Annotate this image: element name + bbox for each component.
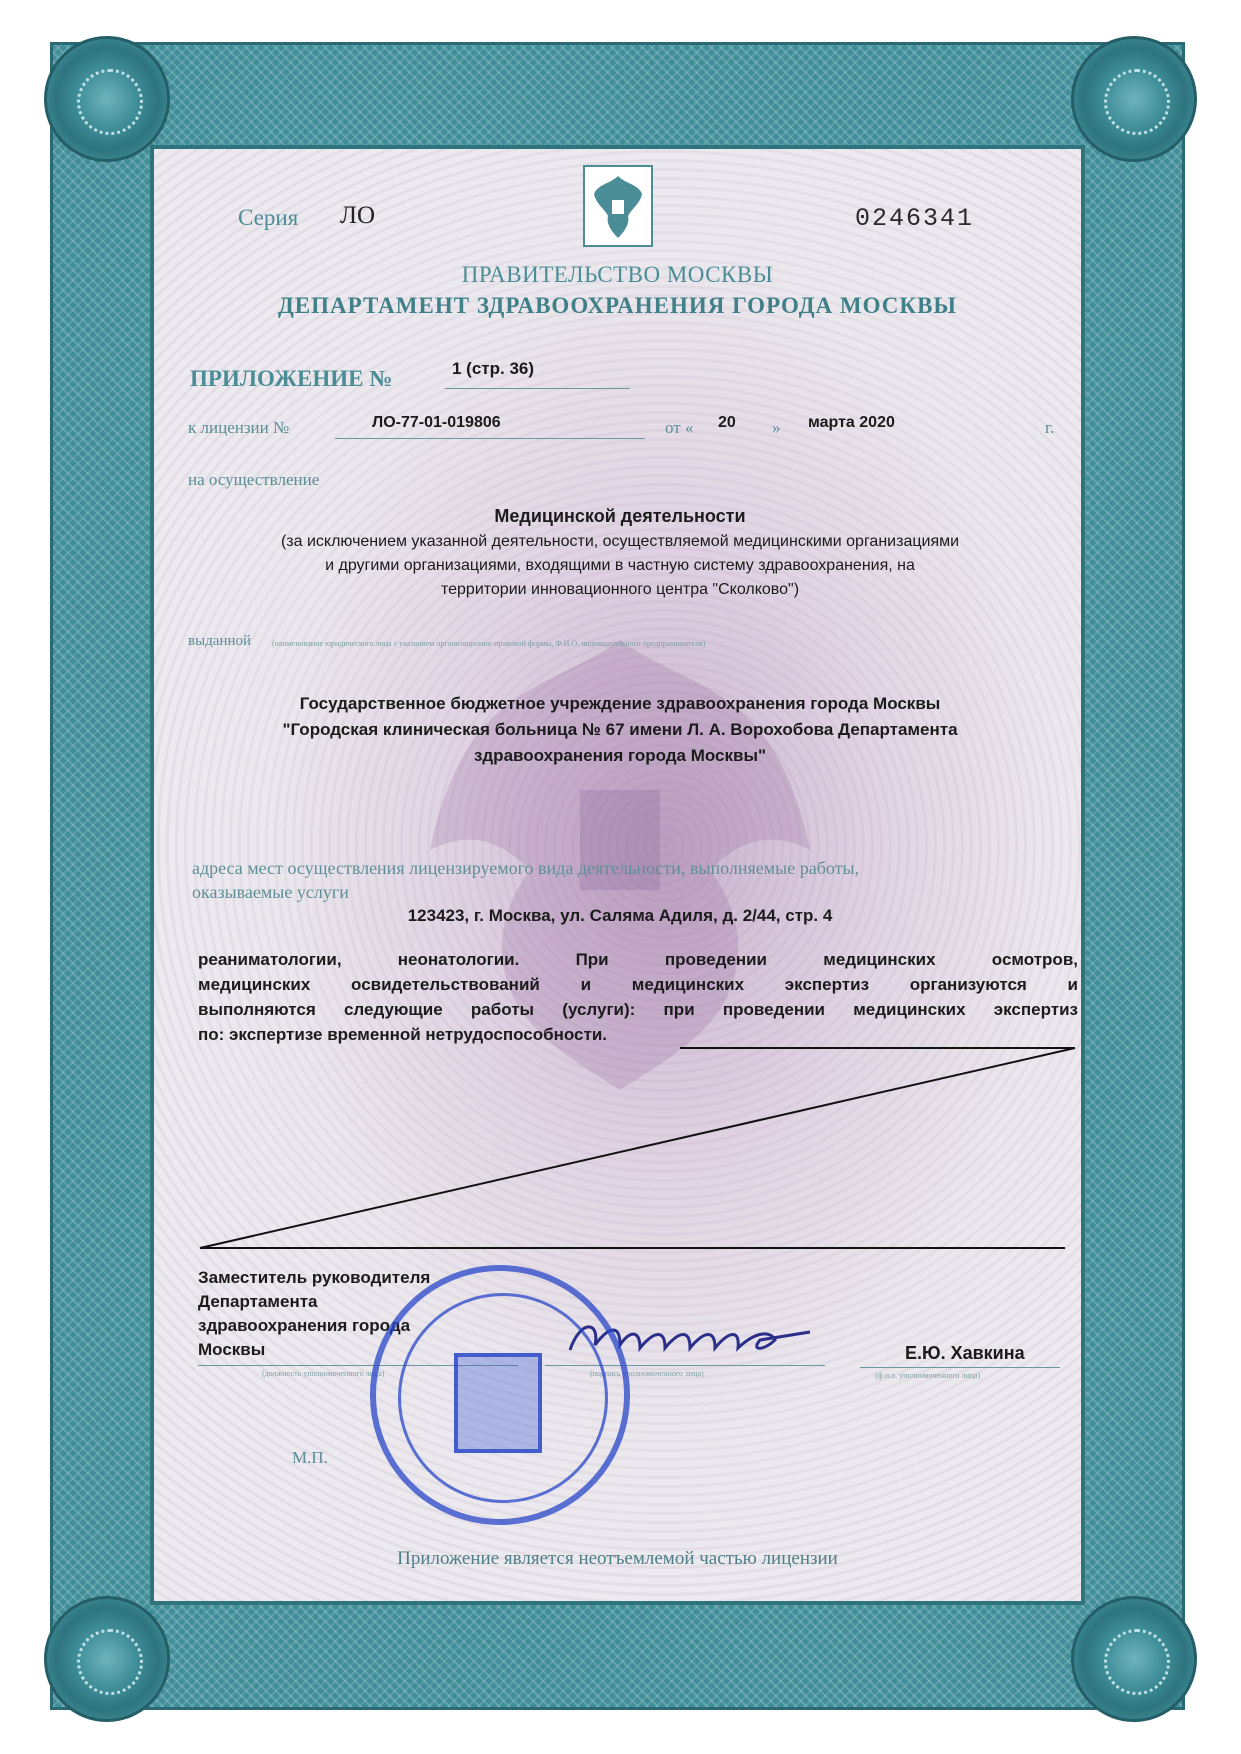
signer-name: Е.Ю. Хавкина xyxy=(905,1343,1025,1363)
address-value: 123423, г. Москва, ул. Саляма Адиля, д. 2/44, стр. 4 xyxy=(407,906,833,925)
activity-title: Медицинской деятельности xyxy=(494,506,746,526)
position-hint: (должность уполномоченного лица) xyxy=(262,1369,385,1378)
issued-org-line-2: "Городская клиническая больница № 67 имени Л. А. Ворохобова Департамента xyxy=(282,720,958,739)
license-day-close: » xyxy=(772,418,781,437)
license-label: к лицензии № xyxy=(188,418,290,437)
signer-position-line-4: Москвы xyxy=(198,1340,266,1359)
services-line-1: реаниматологии, неонатологии. При проведении медицинских осмотров, xyxy=(198,950,1078,969)
signature-hint: (подпись уполномоченного лица) xyxy=(590,1369,704,1378)
seal-place-label: М.П. xyxy=(292,1448,328,1467)
official-stamp-icon xyxy=(370,1265,630,1525)
form-number: 0246341 xyxy=(855,204,975,233)
government-heading: ПРАВИТЕЛЬСТВО МОСКВЫ xyxy=(461,262,774,287)
issued-org-line-1: Государственное бюджетное учреждение здравоохранения города Москвы xyxy=(299,694,941,713)
series-label: Серия xyxy=(238,205,299,230)
issued-label: выданной xyxy=(188,633,252,649)
name-underline xyxy=(860,1367,1060,1368)
activity-note-line-2: и другими организациями, входящими в частную систему здравоохранения, на xyxy=(325,557,915,574)
license-month-year: марта 2020 xyxy=(808,414,895,431)
license-year-suffix: г. xyxy=(1045,418,1055,437)
series-value: ЛО xyxy=(340,202,376,229)
signer-position-line-3: здравоохранения города xyxy=(198,1316,411,1335)
services-line-2: медицинских освидетельствований и медицинских экспертиз организуются и xyxy=(198,975,1078,994)
address-label-line-1: адреса мест осуществления лицензируемого вида деятельности, выполняемые работы, xyxy=(192,858,860,878)
address-label-line-2: оказываемые услуги xyxy=(192,882,349,902)
name-hint: (ф.и.о. уполномоченного лица) xyxy=(875,1371,981,1380)
signer-position-line-2: Департамента xyxy=(198,1292,318,1311)
license-day: 20 xyxy=(718,414,736,431)
department-heading: ДЕПАРТАМЕНТ ЗДРАВООХРАНЕНИЯ ГОРОДА МОСКВЫ xyxy=(277,293,957,318)
footer-note: Приложение является неотъемлемой частью лицензии xyxy=(397,1548,838,1569)
license-number: ЛО-77-01-019806 xyxy=(372,414,501,431)
issued-hint: (наименование юридического лица с указанием организационно-правовой формы, Ф.И.О. индивидуального предпринимателя) xyxy=(272,639,706,648)
license-from-label: от « xyxy=(665,418,694,437)
appendix-value: 1 (стр. 36) xyxy=(452,359,535,378)
activity-note-line-1: (за исключением указанной деятельности, осуществляемой медицинскими организациями xyxy=(280,533,960,550)
issued-org-line-3: здравоохранения города Москвы" xyxy=(473,746,767,765)
services-line-3: выполняются следующие работы (услуги): при проведении медицинских экспертиз xyxy=(198,1000,1078,1019)
appendix-label: ПРИЛОЖЕНИЕ № xyxy=(190,366,393,391)
activity-label: на осуществление xyxy=(188,470,320,489)
signer-position-line-1: Заместитель руководителя xyxy=(198,1268,431,1287)
services-line-4: по: экспертизе временной нетрудоспособности. xyxy=(198,1025,607,1044)
activity-note-line-3: территории инновационного центра "Сколково") xyxy=(440,581,800,598)
